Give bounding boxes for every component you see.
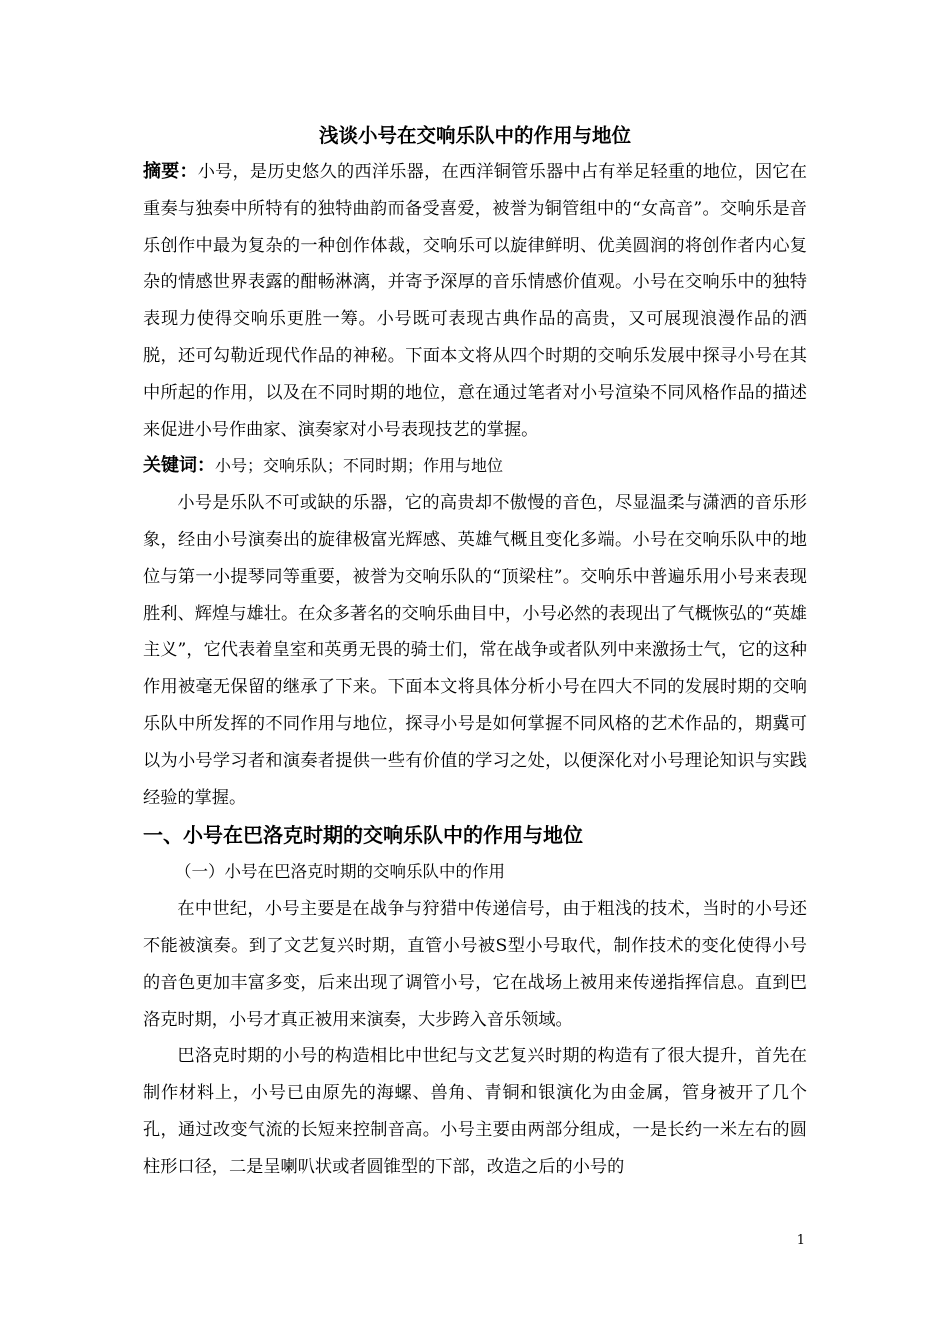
keywords-label: 关键词： xyxy=(143,455,215,477)
page-number: 1 xyxy=(796,1233,805,1248)
keywords-line xyxy=(143,448,807,485)
intro-paragraph: 小号是乐队不可或缺的乐器，它的高贵却不傲慢的音色，尽显温柔与潇洒的音乐形象，经由小号演奏出的旋律极富光辉感、英雄气概且变化多端。小号在交响乐队中的地位与第一小提琴同等重要，被誉为交响乐队的“顶梁柱”。交响乐中普遍乐用小号来表现胜利、辉煌与雄壮。在众多著名的交响乐曲目中，小号必然的表现出了气概恢弘的“英雄主义”，它代表着皇室和英勇无畏的骑士们，常在战争或者队列中来激扬士气，它的这种作用被毫无保留的继承了下来。下面本文将具体分析小号在四大不同的发展时期的交响乐队中所发挥的不同作用与地位，探寻小号是如何掌握不同风格的艺术作品的，期冀可以为小号学习者和演奏者提供一些有价值的学习之处，以便深化对小号理论知识与实践经验的掌握。 xyxy=(143,493,807,808)
abstract-paragraph xyxy=(143,154,807,448)
abstract-text: 小号，是历史悠久的西洋乐器，在西洋铜管乐器中占有举足轻重的地位，因它在重奏与独奏中所特有的独特曲韵而备受喜爱，被誉为铜管组中的“女高音”。交响乐是音乐创作中最为复杂的一种创作体裁，交响乐可以旋律鲜明、优美圆润的将创作者内心复杂的情感世界表露的酣畅淋漓，并寄予深厚的音乐情感价值观。小号在交响乐中的独特表现力使得交响乐更胜一筹。小号既可表现古典作品的高贵，又可展现浪漫作品的洒脱，还可勾勒近现代作品的神秘。下面本文将从四个时期的交响乐发展中探寻小号在其中所起的作用，以及在不同时期的地位，意在通过笔者对小号渲染不同风格作品的描述来促进小号作曲家、演奏家对小号表现技艺的掌握。 xyxy=(143,162,807,440)
document-title: 浅谈小号在交响乐队中的作用与地位 xyxy=(318,124,631,147)
body-paragraph: 巴洛克时期的小号的构造相比中世纪与文艺复兴时期的构造有了很大提升，首先在制作材料上，小号已由原先的海螺、兽角、青铜和银演化为由金属，管身被开了几个孔，通过改变气流的长短来控制音高。小号主要由两部分组成，一是长约一米左右的圆柱形口径，二是呈喇叭状或者圆锥型的下部，改造之后的小号的 xyxy=(143,1046,807,1177)
page-content xyxy=(143,118,807,1186)
section-heading: 一、小号在巴洛克时期的交响乐队中的作用与地位 xyxy=(143,823,583,848)
sub-heading: （一）小号在巴洛克时期的交响乐队中的作用 xyxy=(175,862,505,882)
abstract-label: 摘要： xyxy=(143,161,198,182)
body-paragraph: 在中世纪，小号主要是在战争与狩猎中传递信号，由于粗浅的技术，当时的小号还不能被演奏。到了文艺复兴时期，直管小号被S型小号取代，制作技术的变化使得小号的音色更加丰富多变，后来出现了调管小号，它在战场上被用来传递指挥信息。直到巴洛克时期，小号才真正被用来演奏，大步跨入音乐领域。 xyxy=(143,899,807,1030)
keywords-text: 小号；交响乐队；不同时期；作用与地位 xyxy=(215,456,504,476)
